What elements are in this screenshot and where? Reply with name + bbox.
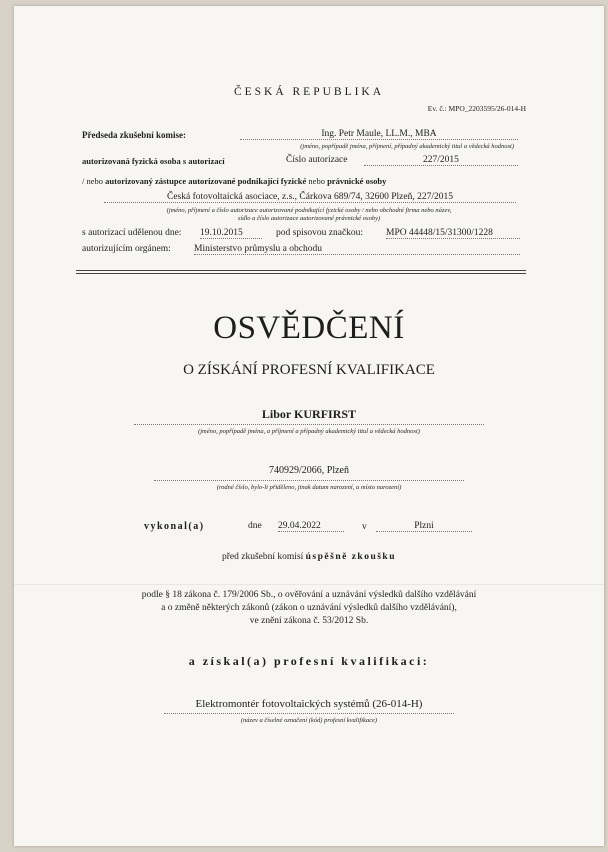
in-label: v	[362, 522, 367, 532]
authority-label: autorizujícím orgánem:	[82, 244, 171, 254]
birth-line	[154, 480, 464, 481]
gained-heading: a získal(a) profesní kvalifikaci:	[188, 654, 430, 668]
holder-hint: (jméno, popřípadě jména, a příjmení a případný akademický titul a vědecká hodnost)	[198, 428, 420, 435]
birth-hint: (rodné číslo, bylo-li přiděleno, jinak datum narození, a místo narození)	[216, 484, 402, 491]
law-line-3: ve znění zákona č. 53/2012 Sb.	[249, 616, 369, 626]
certificate-subtitle: O ZÍSKÁNÍ PROFESNÍ KVALIFIKACE	[183, 362, 435, 378]
qualification-name: Elektromontér fotovoltaických systémů (26-014-H)	[195, 698, 423, 710]
authority-value: Ministerstvo průmyslu a obchodu	[194, 244, 520, 255]
on-label: dne	[248, 521, 262, 531]
holder-name: Libor KURFIRST	[261, 407, 357, 421]
file-number: MPO 44448/15/31300/1228	[386, 228, 520, 239]
certificate-page	[14, 6, 604, 846]
header-rule-2	[76, 273, 526, 274]
header-rule	[76, 270, 526, 271]
rep-prefix: / nebo	[82, 176, 106, 186]
qualification-line	[164, 713, 454, 714]
auth-number: 227/2015	[364, 155, 518, 166]
granted-date: 19.10.2015	[200, 228, 262, 239]
exam-result	[14, 552, 604, 562]
rep-bold-2: právnické osoby	[327, 176, 387, 186]
birth-info: 740929/2066, Plzeň	[269, 465, 349, 476]
rep-hint-1: (jméno, příjmení a číslo autorizace autorizované podnikající fyzické osoby / nebo obchodní firma nebo název,	[166, 207, 452, 214]
evidence-number: Ev. č.: MPO_2203595/26-014-H	[427, 104, 526, 113]
rep-hint-2: sídlo a číslo autorizace autorizované právnické osoby)	[237, 215, 381, 222]
qualification-hint: (název a číselné označení (kód) profesní kvalifikace)	[240, 717, 378, 724]
chair-label: Předseda zkušební komise:	[82, 130, 187, 140]
chair-hint: (jméno, popřípadě jména, příjmení, případný akademický titul a vědecká hodnost)	[300, 143, 514, 150]
auth-number-label: Číslo autorizace	[286, 155, 348, 165]
rep-mid: nebo	[306, 176, 328, 186]
rep-bold: autorizovaný zástupce autorizované podnikající fyzické	[105, 176, 307, 186]
exam-date: 29.04.2022	[278, 521, 344, 532]
country-heading: ČESKÁ REPUBLIKA	[233, 86, 385, 98]
granted-label: s autorizací udělenou dne:	[82, 228, 182, 238]
representative-label	[82, 176, 386, 186]
paper-fold	[14, 584, 604, 585]
chair-name: Ing. Petr Maule, LL.M., MBA	[240, 129, 518, 140]
person-label: autorizovaná fyzická osoba s autorizací	[82, 156, 225, 166]
holder-line	[134, 424, 484, 425]
exam-place: Plzni	[376, 521, 472, 532]
representative-value: Česká fotovoltaická asociace, z.s., Čárkova 689/74, 32600 Plzeň, 227/2015	[104, 192, 516, 203]
law-line-1: podle § 18 zákona č. 179/2006 Sb., o ověřování a uznávání výsledků dalšího vzdělávání	[141, 590, 477, 600]
law-line-2: a o změně některých zákonů (zákon o uznávání výsledků dalšího vzdělávání),	[161, 603, 457, 613]
exam-text: před zkušební komisí	[222, 552, 306, 562]
exam-success: úspěšně zkoušku	[305, 552, 396, 562]
performed-label: vykonal(a)	[144, 521, 205, 532]
file-label: pod spisovou značkou:	[276, 228, 364, 238]
certificate-title: OSVĚDČENÍ	[213, 310, 405, 346]
